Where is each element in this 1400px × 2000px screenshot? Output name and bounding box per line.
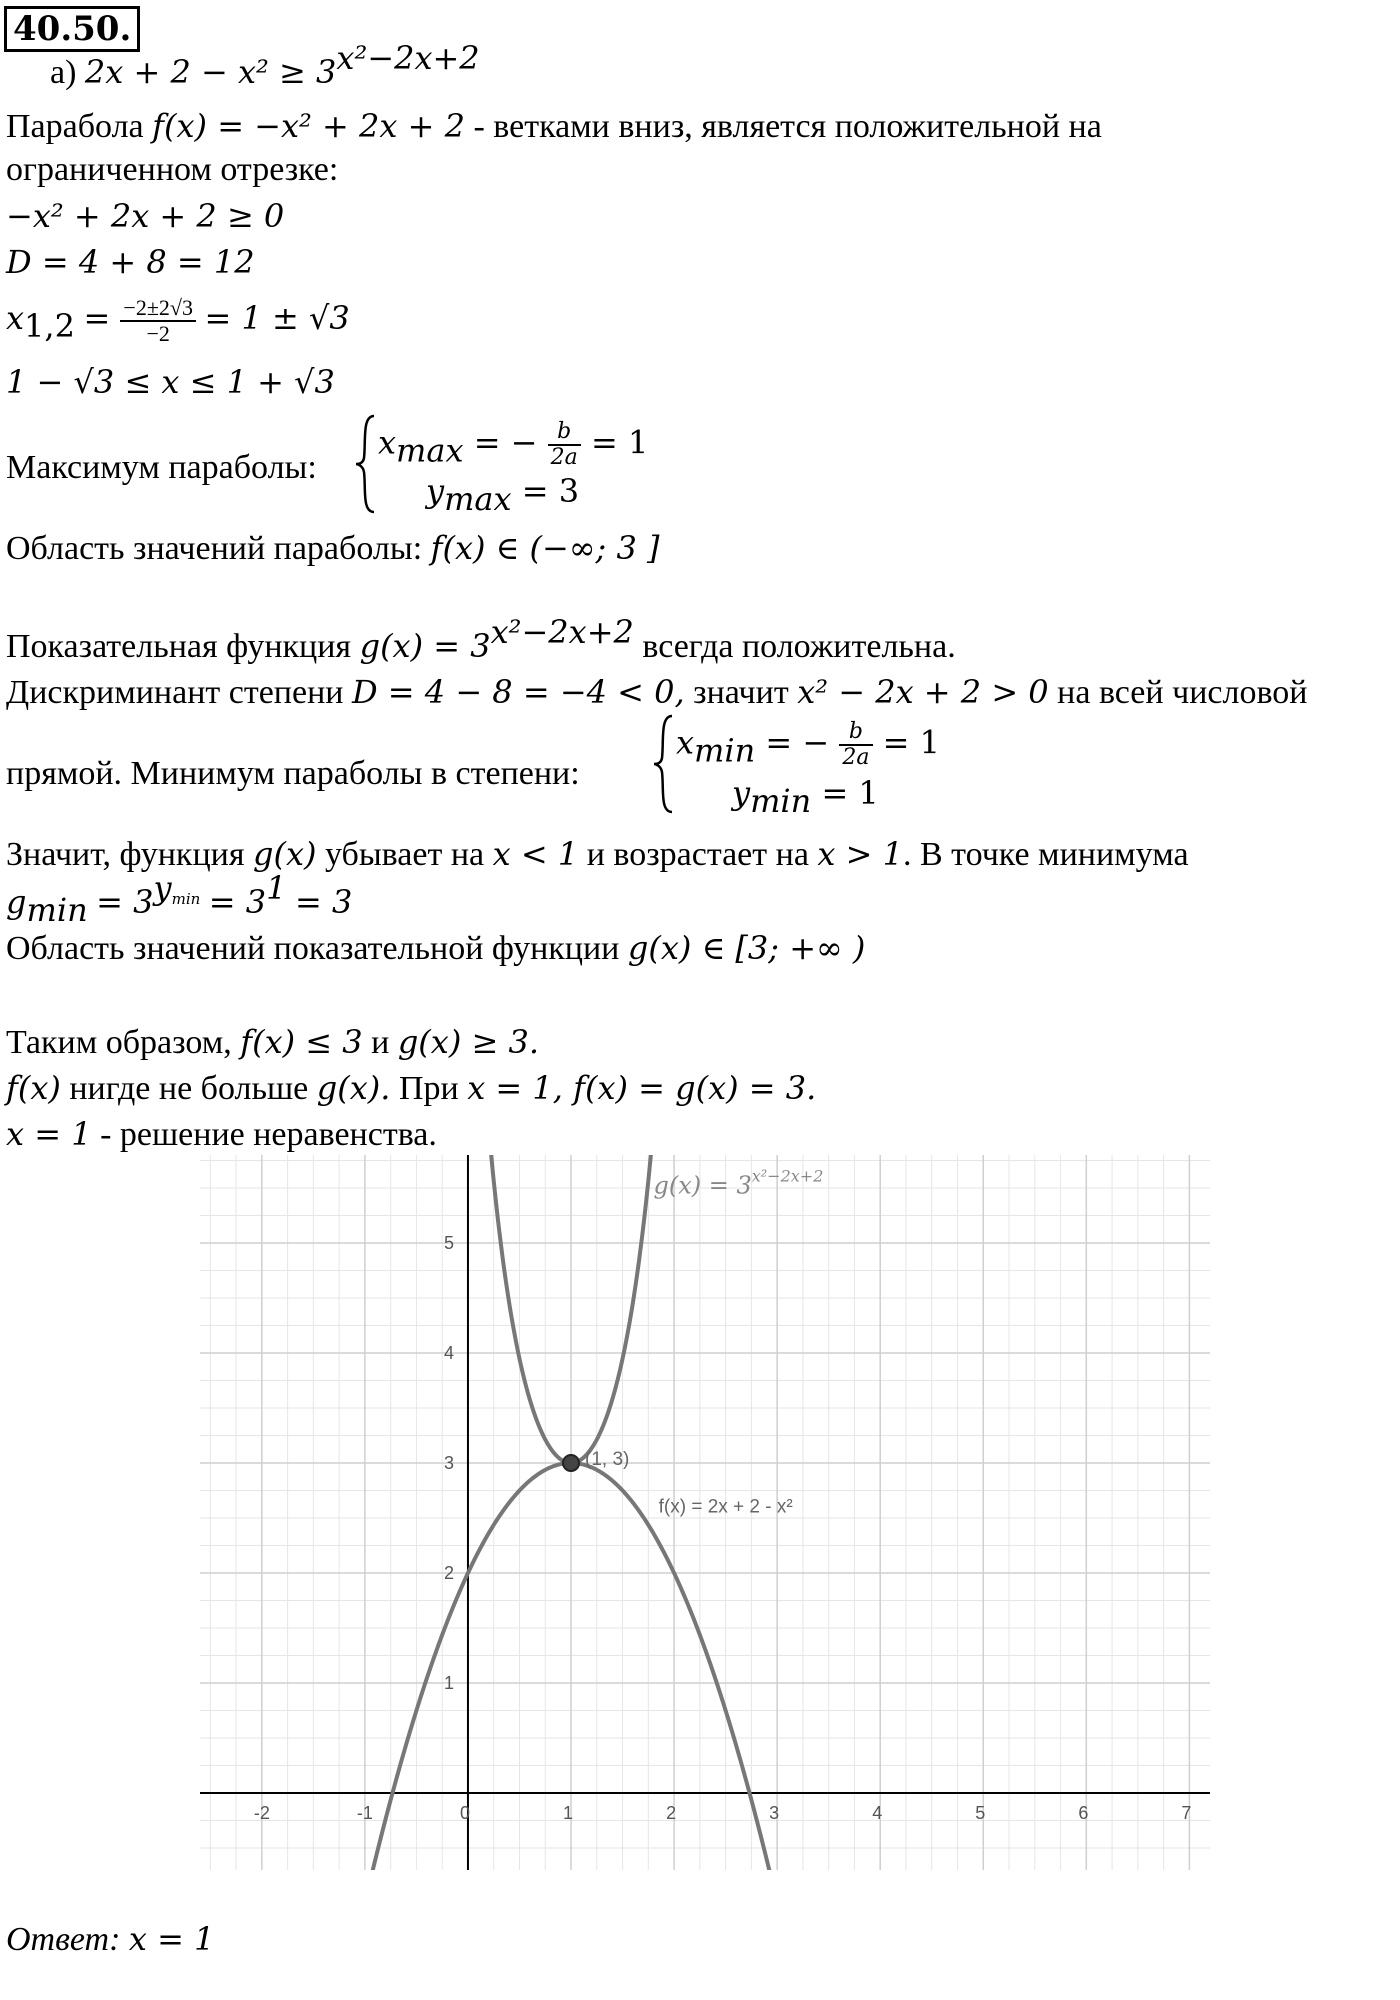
inequality: 2x + 2 − x² ≥ 3 (84, 53, 337, 91)
parabola-description: - ветками вниз, является положительной на (473, 108, 1102, 145)
x-tick-label: 7 (1181, 1803, 1192, 1823)
conclusion-line: Таким образом, f(x) ≤ 3 и g(x) ≥ 3. (6, 1023, 539, 1061)
discriminant-1: D = 4 + 8 = 12 (6, 243, 255, 281)
x-tick-label: 5 (975, 1803, 986, 1823)
answer-line (6, 1920, 214, 1959)
parabola-description-2: ограниченном отрезке: (6, 151, 339, 188)
inequality-2: −x² + 2x + 2 ≥ 0 (6, 197, 285, 235)
roots-result: = 1 ± √3 (204, 299, 350, 337)
parabola-line (6, 104, 1102, 149)
y-tick-label: 2 (443, 1563, 454, 1583)
y-tick-label: 5 (443, 1233, 454, 1253)
discriminant-2: D = 4 − 8 = −4 < 0, (351, 673, 685, 711)
tick-labels (254, 1233, 1192, 1823)
range-f: f(x) ∈ (−∞; 3 ] (430, 529, 660, 567)
problem-number: 40.50. (4, 6, 140, 52)
exp-line: Показательная функция $g(x) = 3^{x^2-2x+2}$ всегда положительна. (6, 613, 956, 665)
max-label: Максимум параболы: (6, 449, 317, 486)
inequality-exponent: x²−2x+2 (336, 39, 480, 77)
interval: 1 − √3 ≤ x ≤ 1 + √3 (6, 363, 335, 401)
answer-label: Ответ: (6, 1921, 121, 1958)
range-g: g(x) ∈ [3; +∞ ) (627, 929, 866, 967)
part-label: а) (50, 54, 77, 91)
disc2-line: Дискриминант степени D = 4 − 8 = −4 < 0, значит x² − 2x + 2 > 0 на всей числовой (6, 673, 1308, 711)
point-label: (1, 3) (585, 1449, 630, 1470)
parabola-line-2 (6, 148, 338, 192)
disc1-line (6, 240, 255, 285)
x-tick-label: -2 (253, 1803, 270, 1823)
ineq2-line (6, 194, 284, 239)
gmin-line: $g_{min} = 3^{y_{min}} = 3^1 = 3$ (6, 869, 353, 929)
direct-line: прямой. Минимум параболы в степени: (6, 755, 580, 792)
xmin-row: $x_{min}$ = − $\frac{b}{2a}$ = 1 (676, 719, 941, 770)
roots-fraction: $\frac{-2\pm 2√3}{-2}$ (120, 296, 196, 346)
parabola-label: Парабола (6, 108, 144, 145)
y-tick-label: 3 (443, 1453, 454, 1473)
answer-value: x = 1 (128, 1920, 215, 1958)
interval-line (6, 360, 335, 405)
y-tick-label: 1 (443, 1673, 454, 1693)
inequality-line (50, 39, 480, 95)
label-g: $g(x) = 3^{x^2-2x+2}$ (653, 1166, 824, 1200)
roots-line: $x_{1,2}$ = $\frac{-2\pm 2√3}{-2}$ = 1 ± √3 (6, 295, 350, 347)
solution-line: x = 1 - решение неравенства. (6, 1115, 437, 1153)
roots-sub: 1,2 (24, 307, 75, 345)
x-tick-label: 0 (459, 1803, 470, 1823)
x-tick-label: -1 (356, 1803, 373, 1823)
exp-formula: g(x) = 3 (359, 627, 491, 665)
x-tick-label: 3 (769, 1803, 780, 1823)
monotonic-line: Значит, функция g(x) убывает на x < 1 и возрастает на x > 1. В точке минимума (6, 835, 1189, 873)
roots-var: x (6, 299, 25, 337)
label-f: f(x) = 2x + 2 - x² (658, 1496, 793, 1518)
x-tick-label: 2 (666, 1803, 677, 1823)
x-tick-label: 1 (563, 1803, 574, 1823)
x-tick-label: 4 (872, 1803, 883, 1823)
xmax-row: $x_{max}$ = − $\frac{b}{2a}$ = 1 (378, 419, 649, 470)
range-f-line: Область значений параболы: f(x) ∈ (−∞; 3 ] (6, 529, 660, 567)
ymin-row: $y_{min} = 1$ (732, 774, 879, 820)
never-line: f(x) нигде не больше g(x). При x = 1, f(x) = g(x) = 3. (6, 1069, 817, 1107)
parabola-formula: f(x) = −x² + 2x + 2 (152, 107, 465, 145)
range-g-line: Область значений показательной функции g(x) ∈ [3; +∞ ) (6, 929, 866, 967)
function-graph (200, 1155, 1210, 1870)
intersection-point (563, 1455, 579, 1471)
ymax-row: $y_{max} = 3$ (426, 472, 580, 518)
x-tick-label: 6 (1078, 1803, 1089, 1823)
y-tick-label: 4 (443, 1343, 454, 1363)
